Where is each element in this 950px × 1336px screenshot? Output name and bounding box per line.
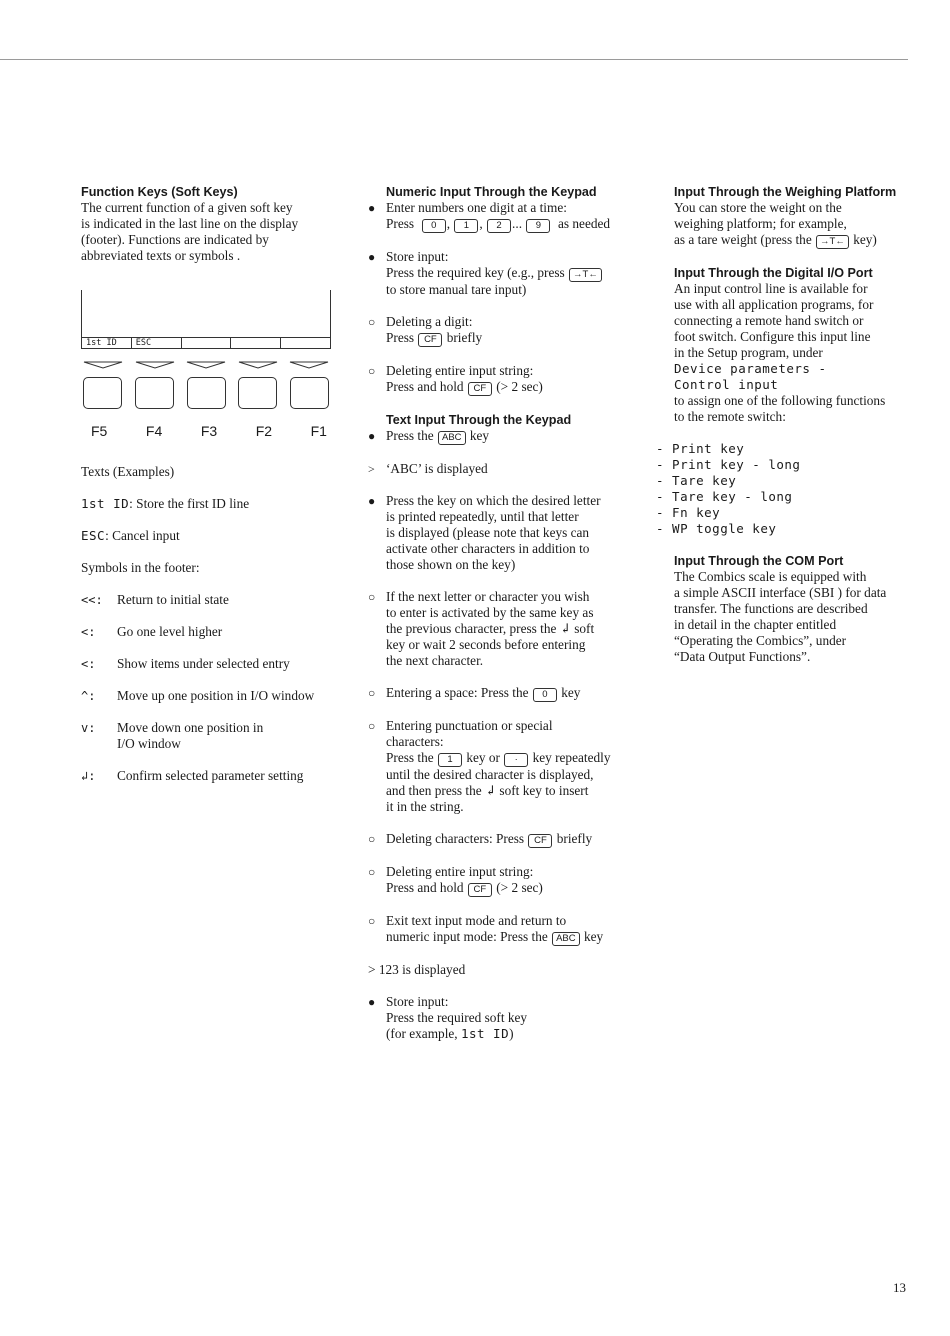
symbols-heading: Symbols in the footer: <box>81 560 200 575</box>
arrow-marker-icon <box>368 461 382 477</box>
section-title-function-keys: Function Keys (Soft Keys) <box>81 185 238 199</box>
triangle-pointer-icon <box>135 361 175 369</box>
filled-bullet-icon <box>368 428 382 444</box>
list-item: - Print key <box>656 441 745 456</box>
key-cf: CF <box>418 333 442 347</box>
fkey-label: F4 <box>145 423 163 439</box>
symbol-row: <<: Return to initial state <box>81 592 229 607</box>
fkey-label: F3 <box>200 423 218 439</box>
softkey-f3 <box>187 377 226 409</box>
list-item: - WP toggle key <box>656 521 777 536</box>
key-abc: ABC <box>438 431 466 445</box>
function-list <box>656 441 914 537</box>
fkey-label: F1 <box>310 423 327 439</box>
softkey-f5 <box>83 377 122 409</box>
key-cf: CF <box>528 834 552 848</box>
key-tare: →T← <box>816 235 849 249</box>
softkey-f2 <box>238 377 277 409</box>
footer-segment <box>281 338 330 348</box>
weighing-platform-text: You can store the weight on the weighing platform; for example, as a tare weight (press the →T← key) <box>674 200 877 247</box>
symbol-row: <: Show items under selected entry <box>81 656 290 671</box>
step-delete-text-string: ○ Deleting entire input string: Press and hold CF (> 2 sec) <box>368 864 638 897</box>
filled-bullet-icon <box>368 200 382 216</box>
step-enter-numbers: ● Enter numbers one digit at a time: Press 0 , 1 , 2 ... 9 as needed <box>368 200 638 233</box>
step-store-text-input: ● Store input: Press the required soft key (for example, 1st ID) <box>368 994 638 1042</box>
filled-bullet-icon <box>368 493 382 509</box>
step-same-key: ○ If the next letter or character you wish to enter is activated by the same key as the previous character, press the ↲ soft key or wait 2 seconds before entering the next character. <box>368 589 638 669</box>
filled-bullet-icon <box>368 994 382 1010</box>
triangle-pointer-icon <box>186 361 226 369</box>
column-function-keys <box>81 184 341 800</box>
footer-segment <box>182 338 232 348</box>
open-bullet-icon <box>368 864 382 880</box>
display-footer <box>82 337 330 348</box>
step-press-abc: ● Press the ABC key <box>368 428 638 445</box>
triangle-pointer-icon <box>238 361 278 369</box>
open-bullet-icon <box>368 589 382 605</box>
step-press-letter-key: ● Press the key on which the desired letter is printed repeatedly, until that letter is displayed (please note that keys can activate other characters in addition to those shown on the key) <box>368 493 638 573</box>
open-bullet-icon <box>368 685 382 701</box>
column-other-inputs <box>656 184 914 681</box>
header-rule <box>0 59 908 60</box>
page-number: 13 <box>893 1280 906 1295</box>
step-delete-characters: ○ Deleting characters: Press CF briefly <box>368 831 638 848</box>
softkey-labels <box>81 423 331 439</box>
triangle-pointer-icon <box>289 361 329 369</box>
list-item: - Print key - long <box>656 457 801 472</box>
step-punctuation: ○ Entering punctuation or special characters: Press the 1 key or · key repeatedly until the desired character is displayed, and then press the ↲ soft key to insert it in the string. <box>368 718 638 815</box>
footer-segment: ESC <box>132 338 182 348</box>
softkey-row <box>81 377 331 409</box>
list-item: - Tare key - long <box>656 489 793 504</box>
symbol-row: <: Go one level higher <box>81 624 223 639</box>
open-bullet-icon <box>368 831 382 847</box>
key-abc: ABC <box>552 932 580 946</box>
step-delete-string: ○ Deleting entire input string: Press and hold CF (> 2 sec) <box>368 363 638 396</box>
key-tare: →T← <box>569 268 602 282</box>
symbol-row: v: Move down one position in I/O window <box>81 720 264 751</box>
result-123-displayed: > 123 is displayed <box>368 962 466 977</box>
key-dot: · <box>504 753 528 767</box>
step-enter-space: ○ Entering a space: Press the 0 key <box>368 685 638 702</box>
key-9: 9 <box>526 219 550 233</box>
result-abc-displayed: > ‘ABC’ is displayed <box>368 461 638 477</box>
symbol-row: ^: Move up one position in I/O window <box>81 688 315 703</box>
section-title-text-input: Text Input Through the Keypad <box>386 413 572 427</box>
fkey-label: F2 <box>255 423 273 439</box>
com-port-text: The Combics scale is equipped with a simple ASCII interface (SBI ) for data transfer. The functions are described in detail in the chapter entitled “Operating the Combics”, under “Data Output Functions”. <box>674 569 887 664</box>
step-store-input: ● Store input: Press the required key (e.g., press →T← to store manual tare input) <box>368 249 638 298</box>
triangle-pointer-icon <box>83 361 123 369</box>
key-2: 2 <box>487 219 511 233</box>
section-title-numeric-input: Numeric Input Through the Keypad <box>386 185 597 199</box>
list-item: - Tare key <box>656 473 737 488</box>
key-0: 0 <box>422 219 446 233</box>
section-title-digital-io: Input Through the Digital I/O Port <box>674 266 873 280</box>
fkey-label: F5 <box>91 423 108 439</box>
softkey-f1 <box>290 377 329 409</box>
texts-heading: Texts (Examples) <box>81 464 175 479</box>
footer-segment: 1st ID <box>82 338 132 348</box>
open-bullet-icon <box>368 913 382 929</box>
text-example-esc: ESC: Cancel input <box>81 528 180 543</box>
step-delete-digit: ○ Deleting a digit: Press CF briefly <box>368 314 638 347</box>
digital-io-text: An input control line is available for use with all application programs, for connecting a remote hand switch or foot switch. Configure this input line in the Setup program, under Device parameters - Control input to assign one of the following functions to the remote switch: <box>674 281 914 425</box>
filled-bullet-icon <box>368 249 382 265</box>
intro-text: The current function of a given soft key is indicated in the last line on the display (footer). Functions are indicated by abbreviated texts or symbols . <box>81 200 299 263</box>
display-diagram <box>81 290 331 349</box>
section-title-weighing-platform: Input Through the Weighing Platform <box>674 185 897 199</box>
softkey-f4 <box>135 377 174 409</box>
key-1: 1 <box>454 219 478 233</box>
key-cf: CF <box>468 883 492 897</box>
footer-segment <box>231 338 281 348</box>
open-bullet-icon <box>368 363 382 379</box>
key-cf: CF <box>468 382 492 396</box>
step-exit-text-mode: ○ Exit text input mode and return to numeric input mode: Press the ABC key <box>368 913 638 946</box>
column-keypad-input <box>368 184 638 1058</box>
text-example-1st-id: 1st ID: Store the first ID line <box>81 496 250 511</box>
open-bullet-icon <box>368 718 382 734</box>
symbol-row: ↲: Confirm selected parameter setting <box>81 768 304 783</box>
key-0: 0 <box>533 688 557 702</box>
list-item: - Fn key <box>656 505 721 520</box>
setup-path: Control input <box>674 377 779 392</box>
key-1: 1 <box>438 753 462 767</box>
softkey-pointers <box>81 361 331 369</box>
setup-path: Device parameters - <box>674 361 827 376</box>
section-title-com-port: Input Through the COM Port <box>674 554 844 568</box>
open-bullet-icon <box>368 314 382 330</box>
